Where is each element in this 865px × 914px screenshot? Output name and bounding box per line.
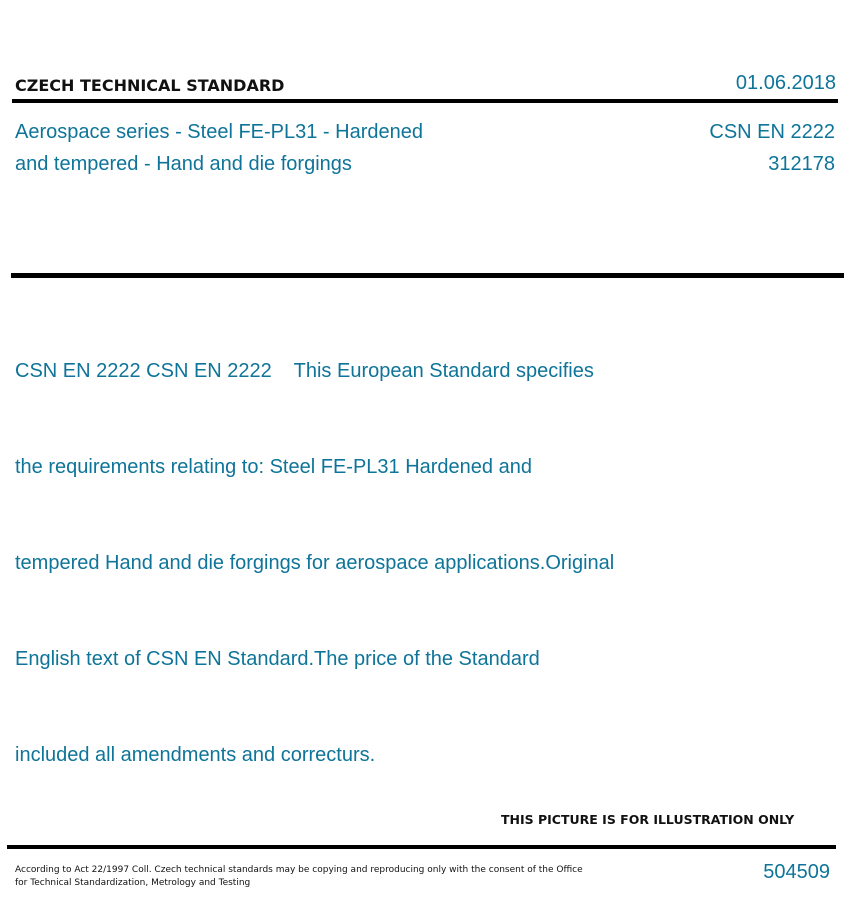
header-divider [12,99,838,103]
description-text [15,291,675,835]
description-line: tempered Hand and die forgings for aerospace applications.Original [15,552,615,574]
description-line: English text of CSN EN Standard.The price of the Standard [15,648,540,670]
description-line: CSN EN 2222 CSN EN 2222 This European Standard specifies [15,360,594,382]
legal-notice [15,864,585,890]
legal-notice-line: According to Act 22/1997 Coll. Czech technical standards may be copying and reproducing only with the consent of the Office [15,865,583,875]
section-divider [11,273,844,278]
standard-code: CSN EN 2222 [709,121,835,143]
header-title: CZECH TECHNICAL STANDARD [15,76,285,95]
description-line: included all amendments and correcturs. [15,744,376,766]
document-title [15,116,485,180]
document-identifiers [709,116,835,180]
footer-divider [7,845,836,849]
document-title-line: and tempered - Hand and die forgings [15,153,352,175]
catalog-number: 312178 [768,153,835,175]
legal-notice-line: for Technical Standardization, Metrology and Testing [15,878,251,888]
publication-date: 01.06.2018 [735,72,836,94]
product-number: 504509 [763,861,830,883]
document-title-line: Aerospace series - Steel FE-PL31 - Hardened [15,121,423,143]
illustration-disclaimer: THIS PICTURE IS FOR ILLUSTRATION ONLY [501,812,795,827]
description-line: the requirements relating to: Steel FE-PL31 Hardened and [15,456,532,478]
